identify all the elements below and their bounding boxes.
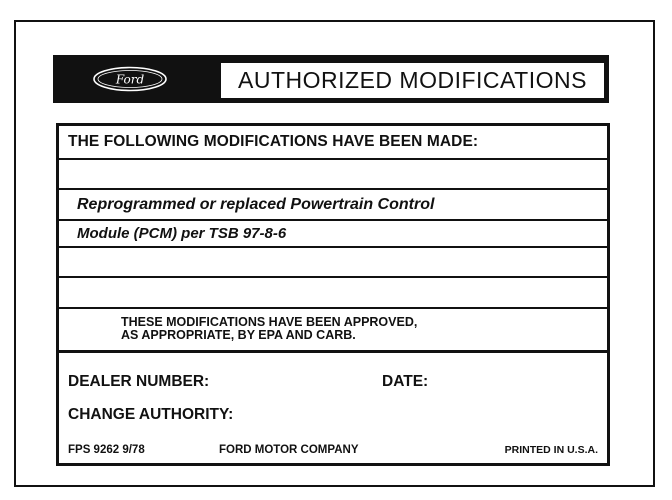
modification-line-2: Module (PCM) per TSB 97-8-6 [59,221,607,248]
modification-line-1: Reprogrammed or replaced Powertrain Control [59,190,607,221]
approval-line-2: AS APPROPRIATE, BY EPA AND CARB. [121,328,356,342]
blank-line [59,278,607,309]
header-bar [53,55,609,103]
blank-line [59,248,607,278]
approval-line-1: THESE MODIFICATIONS HAVE BEEN APPROVED, [121,315,418,329]
page-title: AUTHORIZED MODIFICATIONS [221,63,604,98]
change-authority-label: CHANGE AUTHORITY: [68,406,234,423]
ford-logo-text: Ford [115,72,145,87]
company-name: FORD MOTOR COMPANY [219,444,359,456]
modifications-heading: THE FOLLOWING MODIFICATIONS HAVE BEEN MADE: [59,126,607,160]
modifications-panel [56,123,610,466]
dealer-number-label: DEALER NUMBER: [68,373,210,390]
date-label: DATE: [382,373,429,390]
approval-statement [59,309,607,353]
blank-line [59,160,607,190]
printed-in: PRINTED IN U.S.A. [504,444,598,456]
ford-logo [91,65,169,93]
form-code: FPS 9262 9/78 [68,444,145,456]
